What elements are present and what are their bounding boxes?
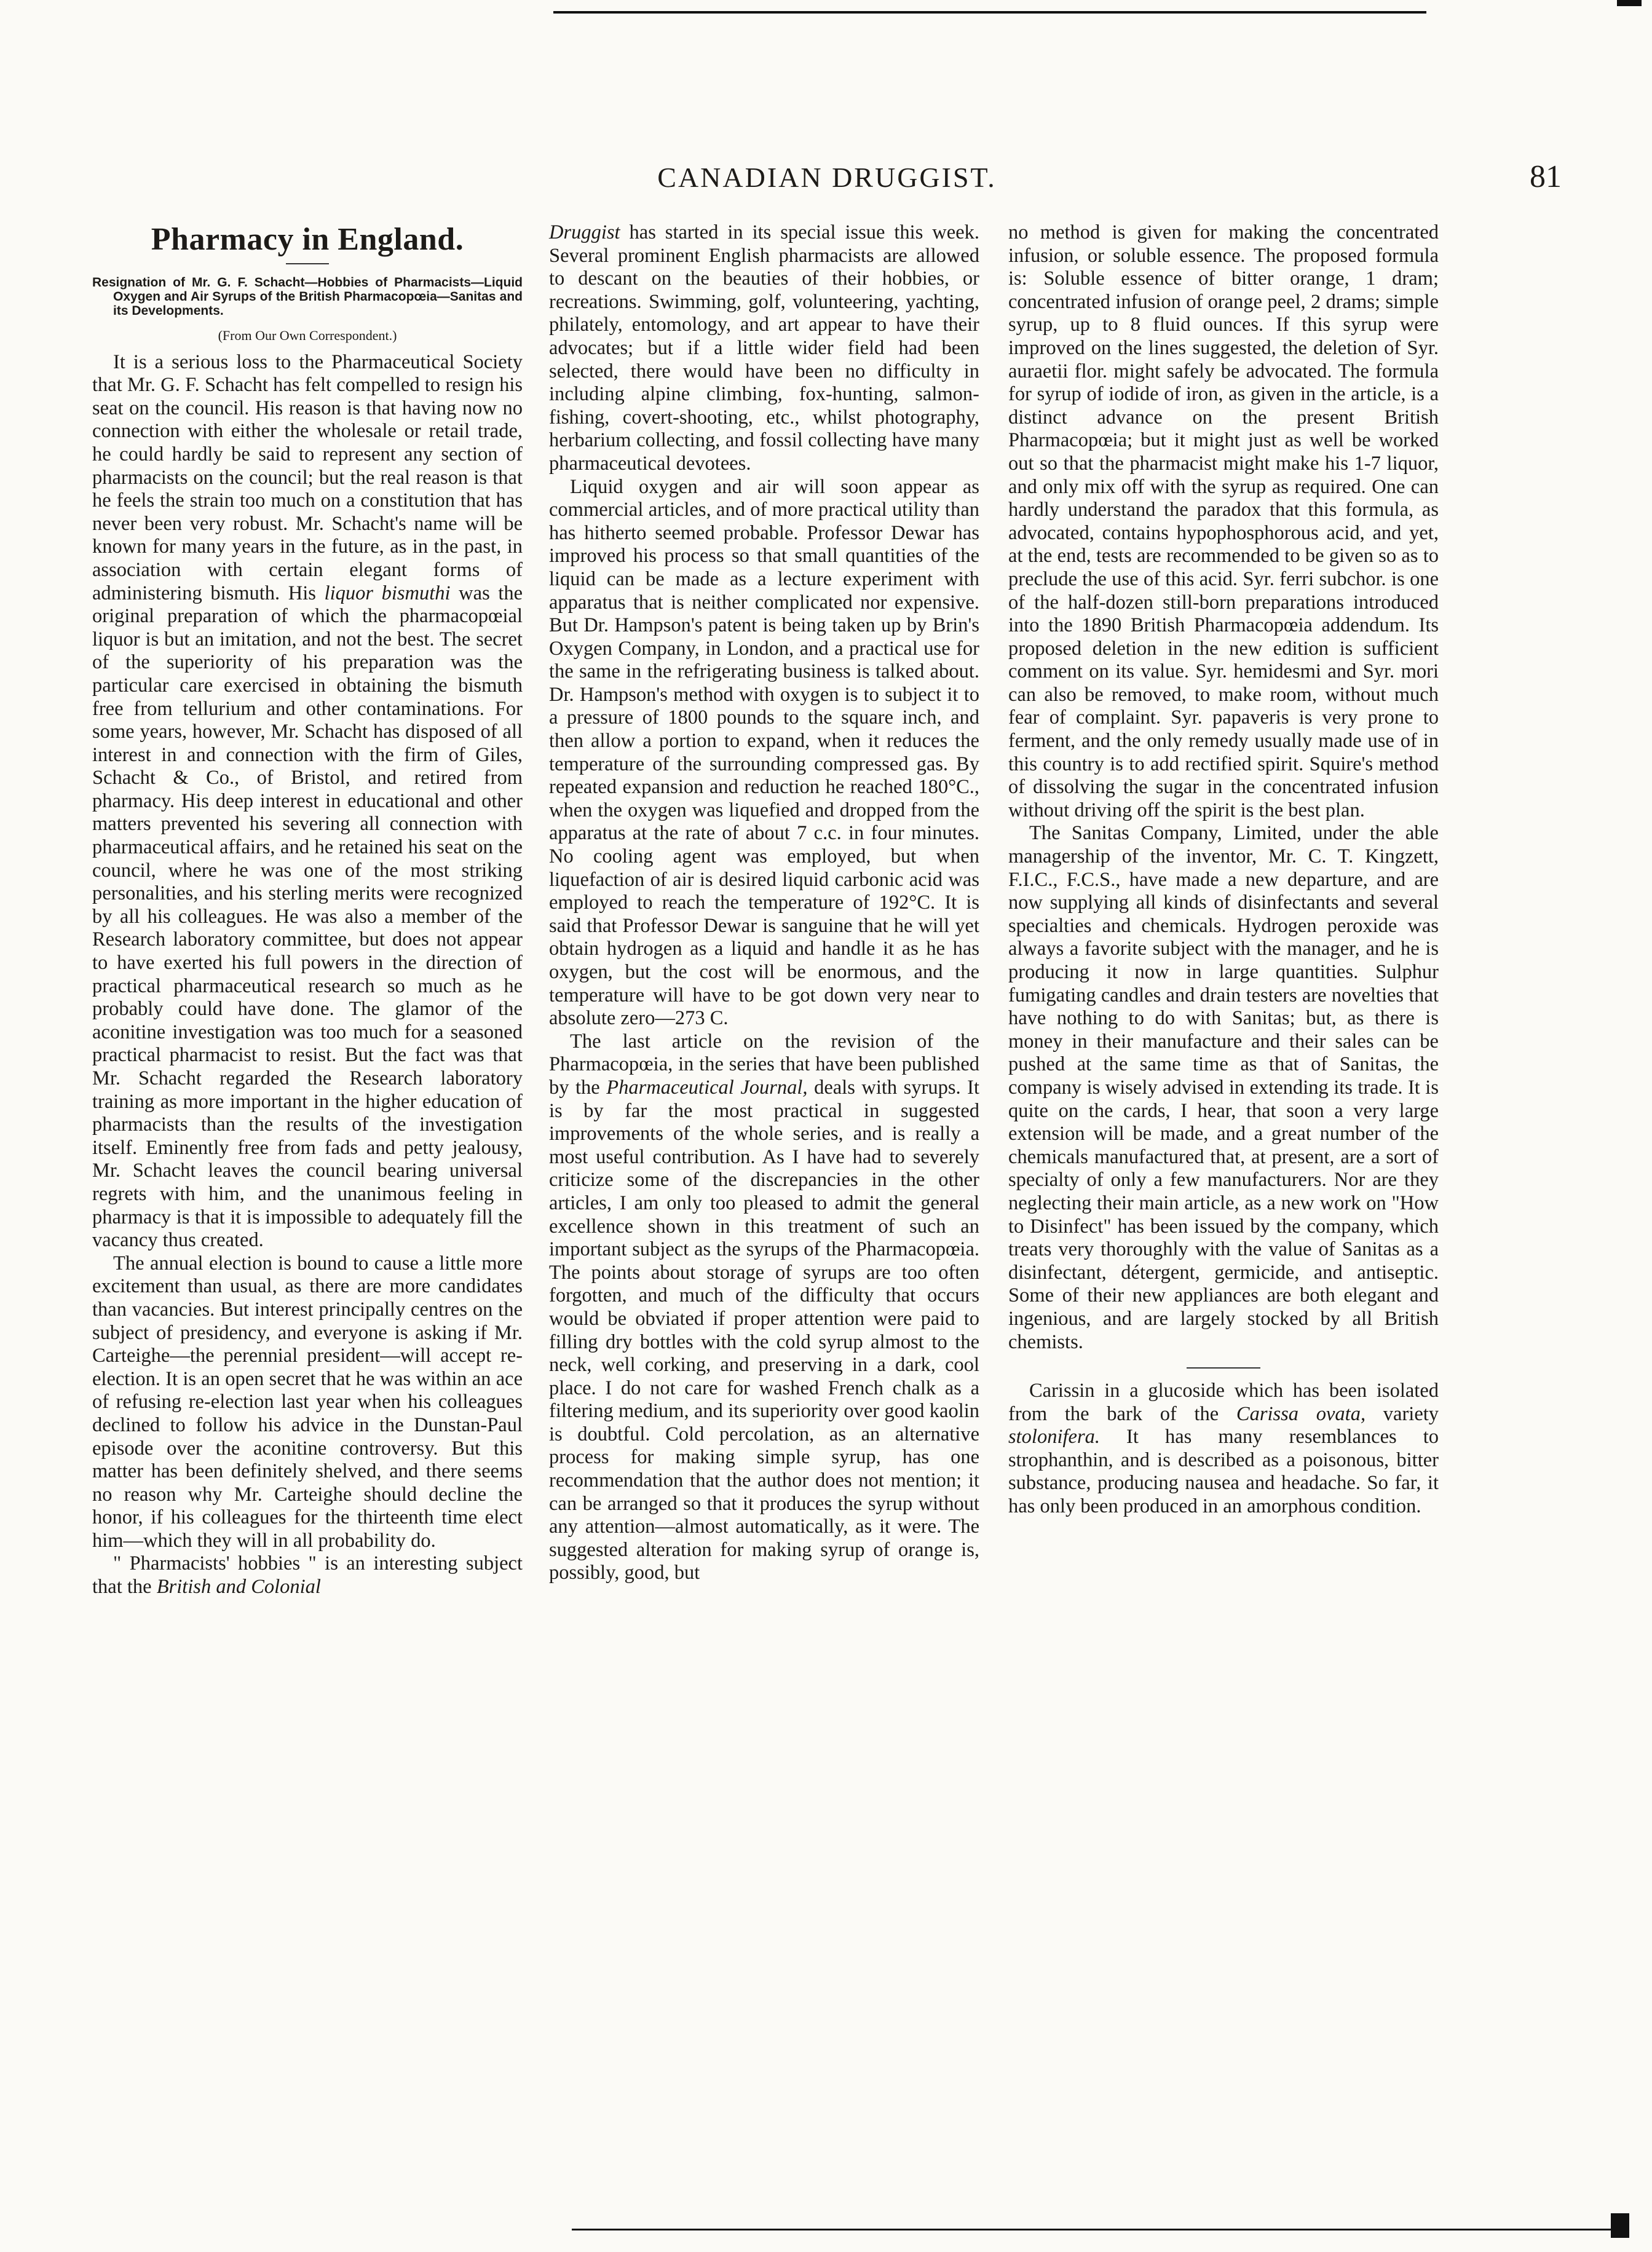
column-1 [92,221,523,2066]
scan-edge-top-right [1617,0,1642,6]
scan-edge-top [553,11,1426,14]
running-head [92,161,1562,198]
paragraph-carissin: Carissin in a glucoside which has been isolated from the bark of the Carissa ovata, variety stolonifera. It has many resemblances to strophanthin, and is described as a poisonous, bitter substance, producing nausea and headache. So far, it has only been produced in an amorphous condition. [1008,1380,1439,1518]
article-title: Pharmacy in England. [151,222,464,257]
column-2 [549,221,979,2066]
article-byline: (From Our Own Correspondent.) [218,328,397,343]
paragraph-hobbies-start: " Pharmacists' hobbies " is an interesting subject that the British and Colonial [92,1552,523,1598]
paragraph-syrups-cont: no method is given for making the concentrated infusion, or soluble essence. The proposed formula is: Soluble essence of bitter orange, 1 dram; concentrated infusion of orange peel, 2 drams; simple syrup, up to 8 fluid ounces. If this syrup were improved on the lines suggested, the deletion of Syr. auraetii flor. might safely be advocated. The formula for syrup of iodide of iron, as given in the article, is a distinct advance on the present British Pharmacopœia; but it might just as well be worked out so that the pharmacist might make his 1-7 liquor, and only mix off with the syrup as required. One can hardly understand the paradox that this formula, as advocated, contains hypophosphorous acid, and yet, at the end, tests are recommended to be given so as to preclude the use of this acid. Syr. ferri subchor. is one of the half-dozen still-born preparations introduced into the 1890 British Pharmacopœia addendum. Its proposed deletion in the new edition is sufficient comment on its value. Syr. hemidesmi and Syr. mori can also be removed, to make room, without much fear of complaint. Syr. papaveris is very prone to ferment, and the only remedy usually made use of in this country is to add rectified spirit. Squire's method of dissolving the sugar in the concentrated infusion without driving off the spirit is the best plan. [1008,221,1439,821]
scan-edge-bottom-right [1611,2213,1629,2238]
section-divider [1187,1367,1260,1369]
paragraph-election: The annual election is bound to cause a little more excitement than usual, as there are more candidates than vacancies. But interest principally centres on the subject of presidency, and everyone is asking if Mr. Carteighe—the perennial president—will accept re-election. It is an open secret that he was within an ace of refusing re-election last year when his colleagues declined to follow his advice in the Dunstan-Paul episode over the aconitine controversy. But this matter has been definitely shelved, and there seems no reason why Mr. Carteighe should decline the honor, if his colleagues for the thirteenth time elect him—which they will in all probability do. [92,1252,523,1552]
scan-edge-bottom [572,2229,1617,2230]
column-3 [1008,221,1439,2066]
page-number: 81 [1530,159,1562,194]
paragraph-sanitas: The Sanitas Company, Limited, under the able managership of the inventor, Mr. C. T. Kingzett, F.I.C., F.C.S., have made a new departure, and are now supplying all kinds of disinfectants and several specialties and chemicals. Hydrogen peroxide was always a favorite subject with the manager, and he is producing it now in large quantities. Sulphur fumigating candles and drain testers are novelties that have nothing to do with Sanitas; but, as there is money in their manufacture and their sales can be pushed at the same time as that of Sanitas, the company is wisely advised in extending its trade. It is quite on the cards, I hear, that soon a very large extension will be made, and a great number of the chemicals manufactured that, at present, are a sort of specialty of only a few manufacturers. Nor are they neglecting their main article, as a new work on "How to Disinfect" has been issued by the company, which treats very thoroughly with the value of Sanitas as a disinfectant, détergent, germicide, and antiseptic. Some of their new appliances are both elegant and ingenious, and are largely stocked by all British chemists. [1008,822,1439,1353]
paragraph-liquid-oxygen: Liquid oxygen and air will soon appear as commercial articles, and of more practical utility than has hitherto seemed probable. Professor Dewar has improved his process so that small quantities of the liquid can be made as a lecture experiment with apparatus that is neither complicated nor expensive. But Dr. Hampson's patent is being taken up by Brin's Oxygen Company, in London, and a practical use for the same in the refrigerating business is talked about. Dr. Hampson's method with oxygen is to subject it to a pressure of 1800 pounds to the square inch, and then allow a portion to expand, when it reduces the temperature of the surrounding compressed gas. By repeated expansion and reduction he reached 180°C., when the oxygen was liquefied and dropped from the apparatus at the rate of about 7 c.c. in four minutes. No cooling agent was employed, but when liquefaction of air is desired liquid carbonic acid was employed to reach the temperature of 192°C. It is said that Professor Dewar is sanguine that he will yet obtain hydrogen as a liquid and handle it as he has oxygen, but the cost will be enormous, and the temperature will have to be got down very near to absolute zero—273 C. [549,475,979,1030]
journal-title: CANADIAN DRUGGIST. [657,162,997,193]
article-subheading: Resignation of Mr. G. F. Schacht—Hobbies of Pharmacists—Liquid Oxygen and Air Syrups of the British Pharmacopœia—Sanitas and its Developments. [92,275,523,318]
paragraph-syrups: The last article on the revision of the Pharmacopœia, in the series that have been published by the Pharmaceutical Journal, deals with syrups. It is by far the most practical in suggested improvements of the whole series, and is really a most useful contribution. As I have had to severely criticize some of the discrepancies in the other articles, I am only too pleased to admit the general excellence shown in this treatment of such an important subject as the syrups of the Pharmacopœia. The points about storage of syrups are too often forgotten, and much of the difficulty that occurs would be obviated if proper attention were paid to filling dry bottles with the cold syrup almost to the neck, well corking, and preserving in a dark, cool place. I do not care for washed French chalk as a filtering medium, and its superiority over good kaolin is doubtful. Cold percolation, as an alternative process for making simple syrup, has one recommendation that the author does not mention; it can be arranged so that it produces the syrup without any attention—almost automatically, as it were. The suggested alteration for making syrup of orange is, possibly, good, but [549,1030,980,1584]
title-rule [286,263,329,264]
paragraph-hobbies-cont: Druggist has started in its special issue this week. Several prominent English pharmacists are allowed to descant on the beauties of their hobbies, or recreations. Swimming, golf, volunteering, yachting, philately, entomology, and art appear to have their advocates; but if a little wider field had been selected, there would have been no difficulty in including alpine climbing, fox-hunting, salmon-fishing, covert-shooting, etc., whilst photography, herbarium collecting, and fossil collecting have many pharmaceutical devotees. [549,221,979,475]
paragraph-schacht: It is a serious loss to the Pharmaceutical Society that Mr. G. F. Schacht has felt compelled to resign his seat on the council. His reason is that having now no connection with either the wholesale or retail trade, he could hardly be said to represent any section of pharmacists on the council; but the real reason is that he feels the strain too much on a constitution that has never been very robust. Mr. Schacht's name will be known for many years in the future, as in the past, in association with certain elegant forms of administering bismuth. His liquor bismuthi was the original preparation of which the pharmacopœial liquor is but an imitation, and not the best. The secret of the superiority of his preparation was the particular care exercised in obtaining the bismuth free from tellurium and other contaminations. For some years, however, Mr. Schacht has disposed of all interest in and connection with the firm of Giles, Schacht & Co., of Bristol, and retired from pharmacy. His deep interest in educational and other matters prevented his severing all connection with pharmaceutical affairs, and he retained his seat on the council, where he was one of the most striking personalities, and his sterling merits were recognized by all his colleagues. He was also a member of the Research laboratory committee, but does not appear to have exerted his full powers in the direction of practical pharmaceutical research so much as he probably could have done. The glamor of the aconitine investigation was too much for a seasoned practical pharmacist to resist. But the fact was that Mr. Schacht regarded the Research laboratory training as more important in the higher education of pharmacists than the results of the investigation itself. Eminently free from fads and petty jealousy, Mr. Schacht leaves the council bearing universal regrets with him, and the unanimous feeling in pharmacy is that it is impossible to adequately fill the vacancy thus created. [92,350,523,1252]
